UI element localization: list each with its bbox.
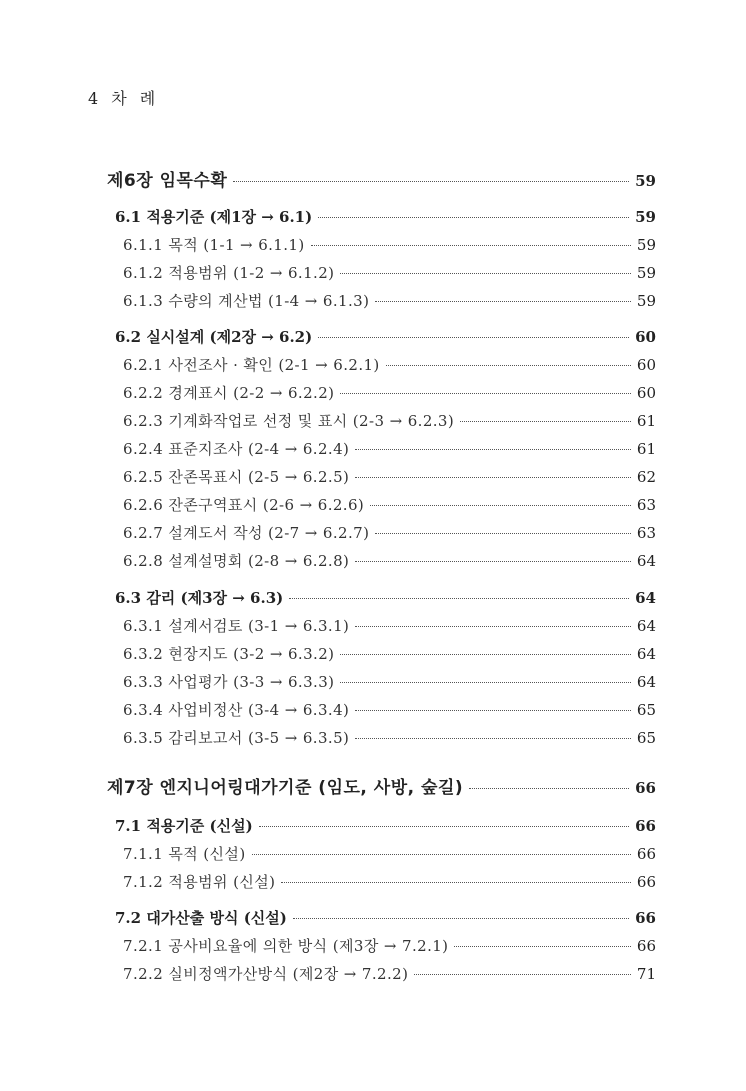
toc-entry-page: 63 [636,496,656,514]
toc-sub-6-3-5[interactable] [123,727,656,748]
toc-entry-title: 6.2.3 기계화작업로 선정 및 표시 (2-3 → 6.2.3) [123,412,455,430]
toc-entry-page: 64 [636,617,656,635]
dot-leader [414,974,631,975]
toc-section-6-3[interactable] [115,587,656,608]
toc-entry-page: 61 [636,412,656,430]
dot-leader [318,217,629,218]
toc-entry-title: 6.2.2 경계표시 (2-2 → 6.2.2) [123,384,335,402]
toc-entry-title: 6.1.3 수량의 계산법 (1-4 → 6.1.3) [123,292,370,310]
toc-sub-6-3-1[interactable] [123,615,656,636]
toc-entry-title: 7.1 적용기준 (신설) [115,817,253,835]
dot-leader [289,598,629,599]
toc-sub-6-2-7[interactable] [123,522,656,543]
toc-sub-7-1-1[interactable] [123,843,656,864]
toc-section-6-2[interactable] [115,326,656,347]
dot-leader [340,682,631,683]
toc-entry-page: 59 [636,236,656,254]
toc-entry-page: 64 [636,645,656,663]
dot-leader [355,710,631,711]
toc-entry-page: 64 [636,673,656,691]
dot-leader [340,393,631,394]
dot-leader [355,561,631,562]
toc-entry-title: 7.1.2 적용범위 (신설) [123,873,276,891]
toc-entry-page: 66 [636,873,656,891]
toc-sub-6-2-3[interactable] [123,410,656,431]
page-header: 4 차 례 [88,89,160,108]
toc-entry-title: 6.3.2 현장지도 (3-2 → 6.3.2) [123,645,335,663]
toc-entry-page: 59 [635,172,656,190]
toc-entry-title: 제7장 엔지니어링대가기준 (임도, 사방, 숲길) [107,778,464,798]
toc-entry-title: 6.3.4 사업비정산 (3-4 → 6.3.4) [123,701,350,719]
toc-entry-title: 6.3 감리 (제3장 → 6.3) [115,589,284,607]
dot-leader [311,245,631,246]
toc-entry-title: 6.2.1 사전조사 · 확인 (2-1 → 6.2.1) [123,356,380,374]
toc-entry-title: 7.2.1 공사비요율에 의한 방식 (제3장 → 7.2.1) [123,937,449,955]
toc-sub-7-2-1[interactable] [123,935,656,956]
toc-entry-title: 6.2.6 잔존구역표시 (2-6 → 6.2.6) [123,496,365,514]
toc-chapter-7[interactable] [107,773,656,798]
toc-entry-page: 60 [636,356,656,374]
dot-leader [460,421,631,422]
toc-entry-page: 59 [636,264,656,282]
dot-leader [233,181,629,182]
dot-leader [340,273,631,274]
toc-entry-page: 63 [636,524,656,542]
toc-sub-6-2-2[interactable] [123,382,656,403]
toc-sub-7-2-2[interactable] [123,963,656,984]
toc-entry-title: 제6장 임목수확 [107,171,228,191]
toc-entry-page: 65 [636,701,656,719]
toc-sub-6-2-5[interactable] [123,466,656,487]
toc-entry-page: 59 [636,292,656,310]
toc-section-7-1[interactable] [115,815,656,836]
dot-leader [259,826,629,827]
dot-leader [293,918,629,919]
toc-sub-6-2-4[interactable] [123,438,656,459]
toc-sub-6-3-2[interactable] [123,643,656,664]
dot-leader [375,301,631,302]
toc-sub-6-2-8[interactable] [123,550,656,571]
toc-entry-title: 6.3.1 설계서검토 (3-1 → 6.3.1) [123,617,350,635]
toc-entry-page: 60 [636,384,656,402]
toc-section-7-2[interactable] [115,907,656,928]
toc-sub-6-1-1[interactable] [123,234,656,255]
toc-entry-title: 7.1.1 목적 (신설) [123,845,246,863]
toc-chapter-6[interactable] [107,166,656,191]
toc-entry-title: 6.1.1 목적 (1-1 → 6.1.1) [123,236,305,254]
dot-leader [340,654,631,655]
toc-entry-page: 66 [635,817,656,835]
dot-leader [386,365,631,366]
toc-entry-title: 6.3.3 사업평가 (3-3 → 6.3.3) [123,673,335,691]
dot-leader [252,854,631,855]
dot-leader [454,946,630,947]
toc-entry-page: 59 [635,208,656,226]
toc-sub-6-3-3[interactable] [123,671,656,692]
toc-entry-title: 7.2.2 실비정액가산방식 (제2장 → 7.2.2) [123,965,409,983]
toc-entry-page: 60 [635,328,656,346]
dot-leader [281,882,631,883]
toc-sub-6-1-3[interactable] [123,290,656,311]
dot-leader [375,533,631,534]
toc-sub-6-3-4[interactable] [123,699,656,720]
toc-entry-title: 6.2.5 잔존목표시 (2-5 → 6.2.5) [123,468,350,486]
toc-sub-6-2-1[interactable] [123,354,656,375]
dot-leader [355,449,631,450]
toc-entry-page: 66 [635,909,656,927]
toc-entry-page: 66 [635,779,656,797]
dot-leader [370,505,631,506]
toc-entry-title: 6.3.5 감리보고서 (3-5 → 6.3.5) [123,729,350,747]
toc-entry-title: 6.2.7 설계도서 작성 (2-7 → 6.2.7) [123,524,370,542]
dot-leader [355,477,631,478]
dot-leader [355,738,631,739]
toc-entry-title: 6.1 적용기준 (제1장 → 6.1) [115,208,313,226]
toc-sub-6-1-2[interactable] [123,262,656,283]
toc-entry-page: 64 [636,552,656,570]
toc-entry-page: 64 [635,589,656,607]
toc-sub-6-2-6[interactable] [123,494,656,515]
dot-leader [355,626,631,627]
toc-entry-page: 61 [636,440,656,458]
toc-entry-title: 6.2.8 설계설명회 (2-8 → 6.2.8) [123,552,350,570]
toc-entry-title: 6.1.2 적용범위 (1-2 → 6.1.2) [123,264,335,282]
toc-entry-page: 66 [636,845,656,863]
toc-entry-page: 62 [636,468,656,486]
dot-leader [469,788,629,789]
toc-entry-page: 65 [636,729,656,747]
toc-entry-title: 7.2 대가산출 방식 (신설) [115,909,287,927]
toc-entry-page: 66 [636,937,656,955]
toc-section-6-1[interactable] [115,206,656,227]
toc-entry-title: 6.2.4 표준지조사 (2-4 → 6.2.4) [123,440,350,458]
toc-entry-title: 6.2 실시설계 (제2장 → 6.2) [115,328,313,346]
toc-entry-page: 71 [636,965,656,983]
toc-sub-7-1-2[interactable] [123,871,656,892]
dot-leader [318,337,629,338]
